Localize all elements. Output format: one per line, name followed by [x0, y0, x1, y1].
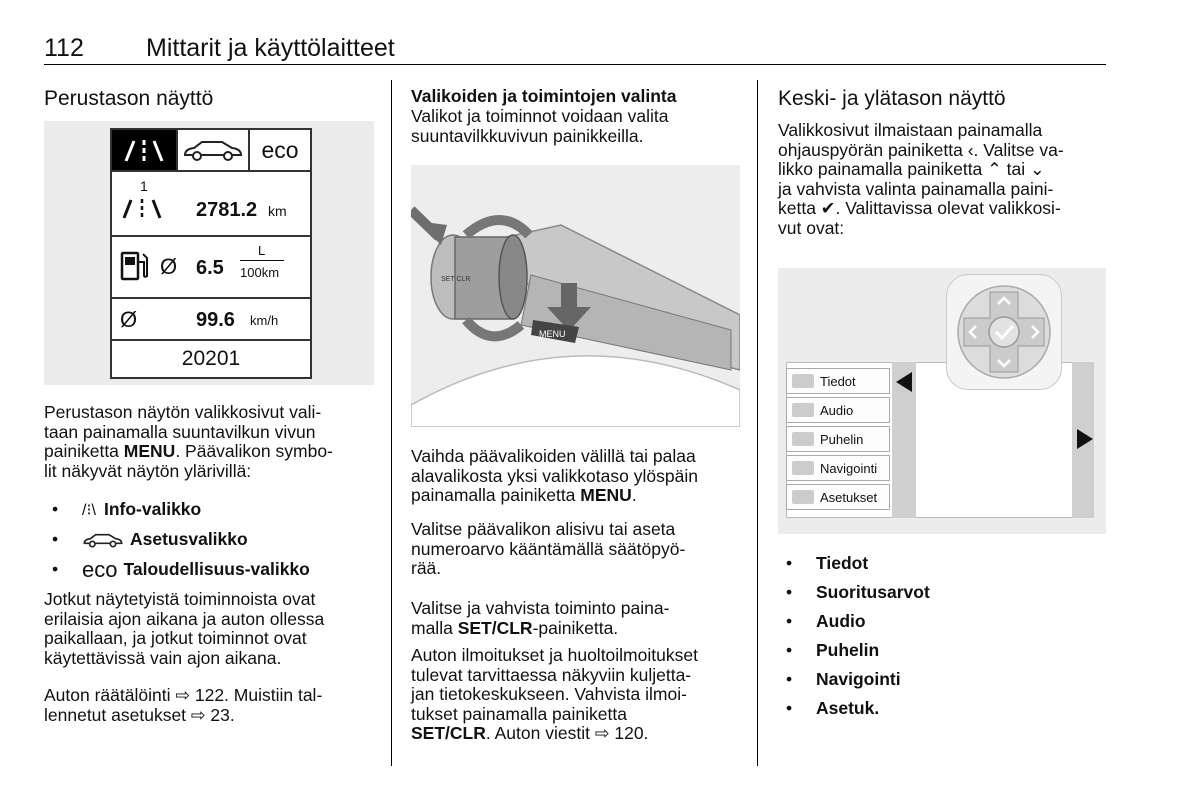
subsection-heading: Valikoiden ja toimintojen valinta	[411, 86, 677, 106]
column-divider-1	[391, 80, 392, 766]
paragraph	[44, 590, 324, 668]
text-line: Valikkosivut ilmaistaan painamalla	[778, 120, 1043, 140]
bullet-dot: •	[786, 611, 793, 631]
paragraph	[411, 447, 698, 506]
text-line: vut ovat:	[778, 217, 845, 238]
fraction-bar	[240, 260, 284, 261]
text-line: paikallaan, ja jotkut toiminnot ovat	[44, 628, 307, 648]
text-line: Perustason näytön valikkosivut vali-	[44, 402, 322, 422]
menu-button-label: MENU	[539, 329, 566, 339]
bullet-dot: •	[786, 582, 793, 602]
menu-item-asetukset[interactable]	[786, 484, 890, 510]
bullet-dot: •	[786, 640, 793, 660]
text-line: tulevat tarvittaessa näkyviin kuljetta-	[411, 664, 692, 685]
page-number: 112	[44, 34, 84, 62]
list-item	[52, 556, 310, 582]
car-icon	[792, 374, 814, 388]
list-item	[52, 529, 248, 550]
text-line: Valikot ja toiminnot voidaan valita	[411, 106, 669, 126]
menu-item-label: Navigointi	[820, 460, 878, 476]
phone-icon	[792, 432, 814, 446]
fuel-pump-icon	[120, 250, 150, 282]
right-arrow-icon	[1077, 429, 1093, 449]
car-icon	[182, 138, 244, 162]
info-icon: /⁝\	[82, 501, 96, 519]
text-line: likko painamalla painiketta ⌃ tai ⌄	[778, 159, 1045, 179]
text-line	[411, 486, 698, 506]
text-line: ketta ✔. Valittavissa olevat valikkosi-	[778, 198, 1061, 218]
text-line: Jotkut näytetyistä toiminnoista ovat	[44, 589, 316, 609]
speed-value: 99.6	[196, 309, 235, 331]
list-item	[786, 640, 879, 661]
paragraph	[44, 403, 333, 481]
total-odometer: 20201	[181, 347, 241, 370]
list-item	[52, 499, 201, 520]
trip-index: 1	[140, 178, 148, 194]
text-line: Auton ilmoitukset ja huoltoilmoitukset	[411, 645, 698, 665]
text-line: rää.	[411, 558, 442, 578]
consumption-row	[112, 237, 310, 299]
consumption-unit-top: L	[258, 243, 266, 258]
bullet-label: Asetusvalikko	[130, 529, 248, 549]
text-span: painiketta	[44, 441, 124, 461]
setclr-label: SET/CLR	[411, 723, 486, 743]
text-line: Valitse ja vahvista toiminto paina-	[411, 598, 670, 618]
odometer-unit: km	[268, 203, 287, 219]
eco-tab: eco	[261, 136, 299, 163]
list-item	[786, 611, 866, 632]
menu-item-label: Asetukset	[820, 489, 878, 505]
text-span: malla	[411, 617, 458, 638]
menu-label: MENU	[580, 485, 632, 505]
chapter-title: Mittarit ja käyttölaitteet	[146, 34, 395, 62]
text-span: painamalla painiketta	[411, 485, 581, 505]
text-span: . Päävalikon symbo-	[175, 441, 333, 461]
text-span: -painiketta.	[532, 617, 619, 638]
paragraph	[778, 121, 1064, 238]
text-line: erilaisia ajon aikana ja auton ollessa	[44, 608, 325, 629]
cross-reference[interactable]: . Auton viestit ⇨ 120.	[485, 723, 649, 743]
text-line: käytettävissä vain ajon aikana.	[44, 647, 282, 668]
bullet-label: Audio	[816, 611, 866, 631]
paragraph	[411, 599, 669, 638]
display-tabs	[112, 130, 310, 172]
average-symbol: Ø	[160, 254, 178, 279]
text-line: ohjauspyörän painiketta ‹. Valitse va-	[778, 139, 1064, 160]
header-divider	[44, 64, 1106, 65]
text-line: numeroarvo kääntämällä säätöpyö-	[411, 538, 686, 559]
menu-item-puhelin[interactable]	[786, 426, 890, 452]
odometer-row	[112, 172, 310, 237]
bullet-label: Tiedot	[816, 553, 869, 573]
bullet-label: Suoritusarvot	[816, 582, 930, 602]
left-arrow-icon	[896, 372, 912, 392]
text-line: jan tietokeskukseen. Vahvista ilmoi-	[411, 684, 687, 704]
text-line: suuntavilkkuvivun painikkeilla.	[411, 125, 644, 146]
info-icon	[120, 196, 164, 220]
paragraph	[44, 686, 322, 725]
bullet-dot: •	[786, 553, 793, 573]
menu-label: MENU	[123, 441, 176, 461]
bullet-dot: •	[52, 559, 59, 579]
bullet-dot: •	[52, 529, 59, 549]
setclr-button-label: SET CLR	[441, 276, 471, 283]
list-item	[786, 582, 930, 603]
setclr-label: SET/CLR	[457, 617, 533, 638]
bullet-dot: •	[52, 499, 59, 519]
speed-unit: km/h	[250, 313, 279, 328]
column-divider-2	[757, 80, 758, 766]
cluster-display	[110, 128, 312, 379]
stalk-illustration	[411, 165, 740, 427]
bullet-label: Navigointi	[816, 669, 901, 689]
music-note-icon	[792, 403, 814, 417]
menu-item-navigointi[interactable]	[786, 455, 890, 481]
section-heading: Keski- ja ylätason näyttö	[778, 87, 1006, 110]
bullet-label: Info-valikko	[103, 499, 202, 519]
control-pad	[952, 280, 1056, 384]
bullet-dot: •	[786, 669, 793, 689]
text-line: taan painamalla suuntavilkun vivun	[44, 421, 316, 442]
paragraph	[411, 646, 698, 744]
eco-icon: eco	[82, 556, 118, 582]
consumption-unit-bottom: 100km	[240, 265, 280, 280]
info-tab	[112, 130, 178, 170]
settings-tab	[178, 130, 250, 170]
text-line: Valitse päävalikon alisivu tai aseta	[411, 519, 676, 539]
average-symbol: Ø	[120, 307, 138, 332]
list-item	[786, 669, 901, 690]
speed-row	[112, 299, 310, 341]
consumption-value: 6.5	[196, 257, 224, 279]
menu-item-tiedot[interactable]	[786, 368, 890, 394]
compass-icon	[792, 461, 814, 475]
car-icon	[82, 532, 124, 548]
bullet-label: Asetuk.	[816, 698, 880, 718]
text-line: alavalikosta yksi valikkotaso ylöspäin	[411, 465, 698, 486]
paragraph	[411, 107, 668, 146]
paragraph	[411, 520, 685, 579]
text-line: Vaihda päävalikoiden välillä tai palaa	[411, 446, 696, 466]
cross-reference[interactable]: lennetut asetukset ⇨ 23.	[44, 704, 235, 725]
section-heading: Perustason näyttö	[44, 87, 214, 110]
bullet-label: Taloudellisuus-valikko	[123, 559, 310, 579]
cross-reference[interactable]: Auton räätälöinti ⇨ 122. Muistiin tal-	[44, 685, 323, 705]
menu-item-label: Audio	[820, 402, 854, 418]
text-line	[44, 442, 333, 462]
odometer-value: 2781.2	[196, 199, 258, 221]
text-line: lit näkyvät näytön ylärivillä:	[44, 460, 252, 481]
text-line	[411, 724, 698, 744]
bullet-dot: •	[786, 698, 793, 718]
stalk-drawing	[411, 165, 740, 427]
gear-icon	[792, 490, 814, 504]
bullet-label: Puhelin	[816, 640, 880, 660]
list-item	[786, 698, 879, 719]
info-icon	[122, 137, 166, 163]
menu-item-audio[interactable]	[786, 397, 890, 423]
text-line	[411, 619, 669, 639]
text-span: .	[631, 485, 637, 505]
menu-item-label: Tiedot	[820, 373, 856, 389]
text-line: ja vahvista valinta painamalla paini-	[778, 178, 1054, 199]
list-item	[786, 553, 868, 574]
menu-item-label: Puhelin	[820, 431, 864, 447]
text-line: tukset painamalla painiketta	[411, 703, 627, 724]
